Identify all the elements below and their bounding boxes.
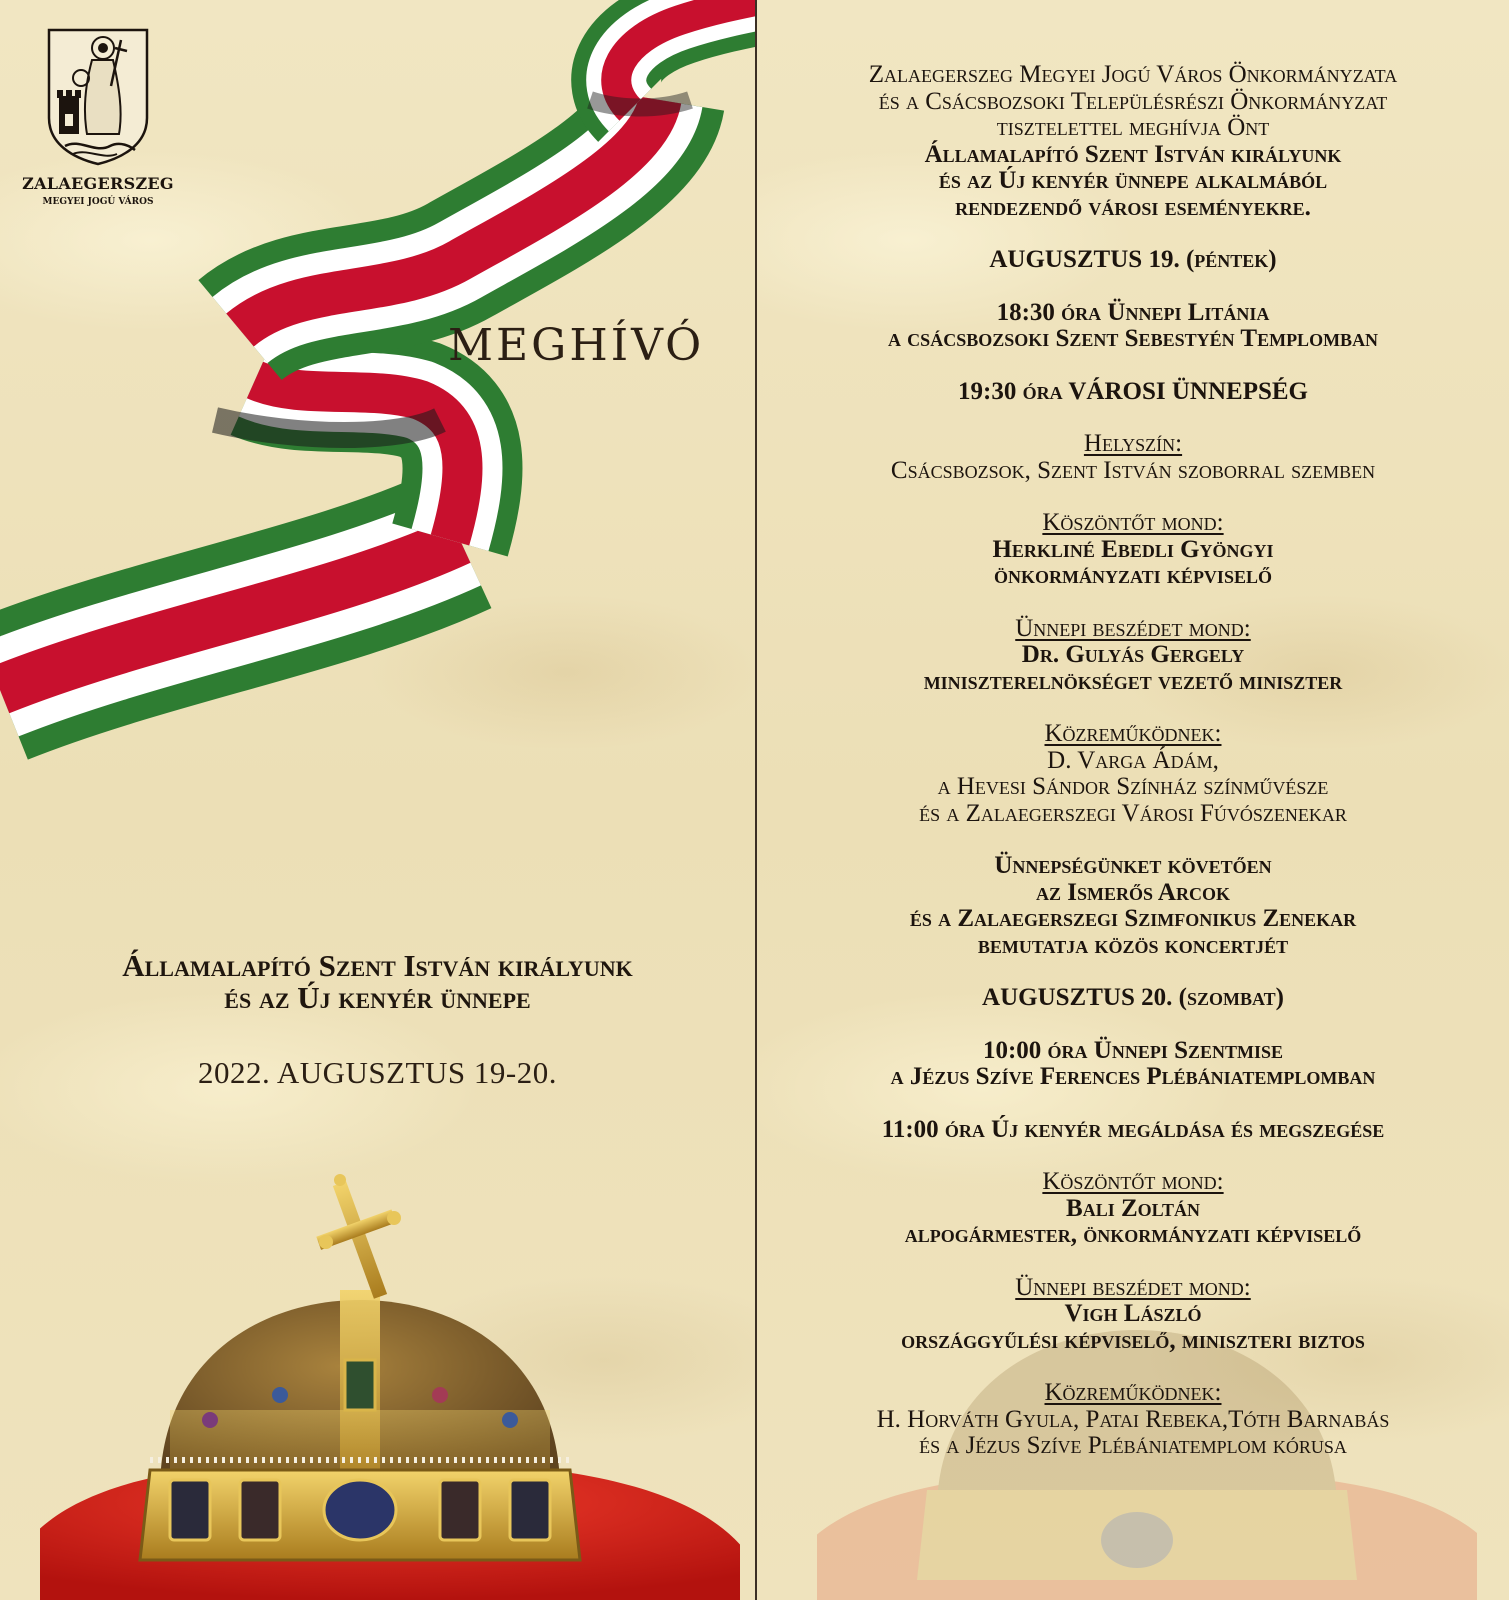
performers-line-3: és a Zalaegerszegi Városi Fúvószenekar — [919, 799, 1347, 827]
concert-line-4: bemutatja közös koncertjét — [977, 931, 1289, 959]
program-text — [757, 62, 1509, 1460]
invitation-heading: MEGHÍVÓ — [448, 320, 705, 371]
intro-line-1: Zalaegerszeg Megyei Jogú Város Önkormányzata — [868, 61, 1398, 88]
greeting2-role: alpogármester, önkormányzati képviselő — [904, 1221, 1362, 1248]
day1-event1-place: a csácsbozsoki Szent Sebestyén Templomban — [887, 325, 1379, 352]
event-title-line1: Államalapító Szent István királyunk — [122, 948, 633, 983]
intro-line-3: tisztelettel meghívja Önt — [996, 114, 1270, 141]
intro-line-2: és a Csácsbozsoki Településrészi Önkormányzat — [878, 87, 1388, 115]
performers2-line-1: H. Horváth Gyula, Patai Rebeka,Tóth Barnabás — [876, 1405, 1390, 1433]
day2-event2: 11:00 óra Új kenyér megáldása és megszegése — [881, 1115, 1385, 1143]
speech-label: Ünnepi beszédet mond: — [1015, 614, 1251, 642]
speech-name: Dr. Gulyás Gergely — [1021, 641, 1245, 668]
event-date: 2022. AUGUSZTUS 19-20. — [198, 1055, 557, 1090]
day1-event1-time: 18:30 óra Ünnepi Litánia — [996, 298, 1270, 326]
concert-line-3: és a Zalaegerszegi Szimfonikus Zenekar — [909, 905, 1357, 932]
holy-crown-icon — [40, 1160, 740, 1600]
speech2-label: Ünnepi beszédet mond: — [1015, 1273, 1251, 1301]
crest-subtitle: MEGYEI JOGÚ VÁROS — [42, 197, 154, 207]
flag-ribbon-icon — [0, 0, 755, 880]
intro-line-6: rendezendő városi eseményekre. — [955, 193, 1311, 221]
day1-event2: 19:30 óra VÁROSI ÜNNEPSÉG — [958, 377, 1308, 405]
greeting-role: önkormányzati képviselő — [994, 562, 1272, 589]
concert-line-2: az Ismerős Arcok — [1036, 878, 1230, 906]
event-title — [0, 950, 755, 1014]
speech2-name: Vigh László — [1064, 1300, 1202, 1327]
concert-line-1: Ünnepségünket követően — [994, 852, 1272, 879]
day2-event1-time: 10:00 óra Ünnepi Szentmise — [982, 1036, 1284, 1064]
greeting2-name: Bali Zoltán — [1066, 1194, 1200, 1222]
day2-heading: AUGUSZTUS 20. (szombat) — [982, 984, 1284, 1011]
performers-line-1: D. Varga Ádám, — [1047, 746, 1219, 774]
venue-text: Csácsbozsok, Szent István szoborral szemben — [890, 456, 1376, 484]
day1-heading: AUGUSZTUS 19. (péntek) — [989, 246, 1277, 273]
day2-event1-place: a Jézus Szíve Ferences Plébániatemplomban — [890, 1063, 1376, 1090]
greeting2-label: Köszöntőt mond: — [1042, 1168, 1224, 1195]
performers-line-2: a Hevesi Sándor Színház színművésze — [937, 773, 1329, 800]
speech-role: miniszterelnökséget vezető miniszter — [923, 667, 1343, 695]
venue-label: Helyszín: — [1083, 430, 1183, 457]
speech2-role: országgyűlési képviselő, miniszteri biztos — [901, 1326, 1365, 1354]
program-panel — [757, 0, 1509, 1600]
intro-line-4: Államalapító Szent István királyunk — [924, 140, 1342, 168]
performers-label: Közreműködnek: — [1044, 720, 1222, 747]
event-title-line2: és az Új kenyér ünnepe — [224, 980, 531, 1015]
greeting-label: Köszöntőt mond: — [1042, 509, 1224, 536]
greeting-name: Herkliné Ebedli Gyöngyi — [992, 535, 1274, 563]
cross-icon — [316, 1174, 401, 1299]
performers2-line-2: és a Jézus Szíve Plébániatemplom kórusa — [919, 1432, 1347, 1459]
intro-line-5: és az Új kenyér ünnepe alkalmából — [938, 167, 1328, 194]
performers2-label: Közreműködnek: — [1044, 1379, 1222, 1406]
crest-city-name: ZALAEGERSZEG — [22, 174, 174, 193]
